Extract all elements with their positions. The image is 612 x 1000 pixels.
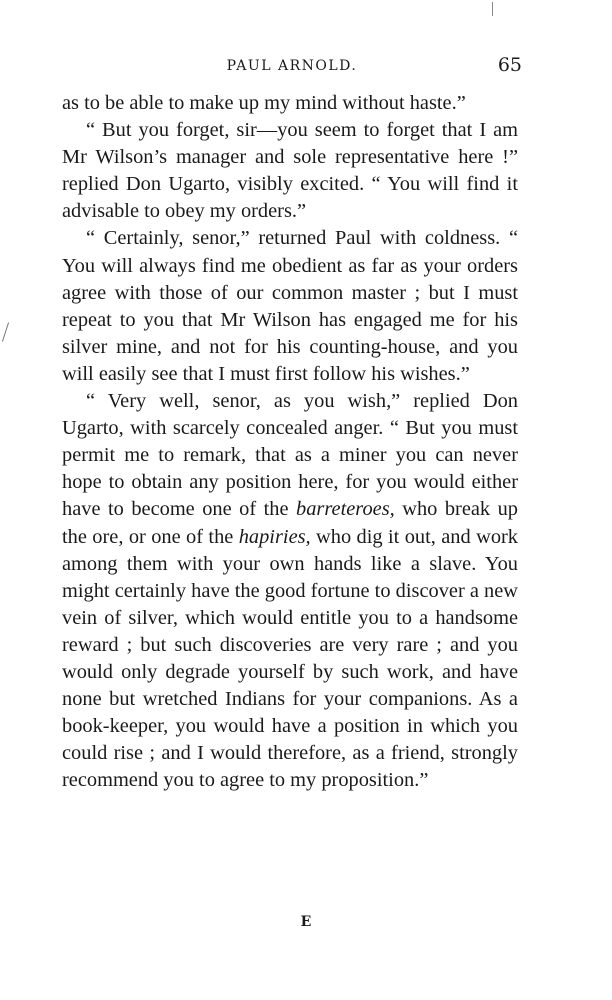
paragraph-1 xyxy=(62,90,518,117)
italic-term-barreteroes: barreteroes, xyxy=(296,498,395,521)
paragraph-segment: “ Very well, senor, as you wish,” replied Don Ugarto, with scarcely concealed anger. “ But you must permit me to remark, that as a miner you can never hope to obtain any position here, for you would either have to become one of the xyxy=(62,390,518,521)
italic-term-hapiries: hapiries, xyxy=(238,525,311,548)
margin-pencil-mark xyxy=(2,322,9,341)
signature-mark: E xyxy=(300,914,312,930)
paragraph-4 xyxy=(62,388,518,794)
page-number: 65 xyxy=(497,54,522,76)
paragraph-3 xyxy=(62,225,518,388)
page-header xyxy=(62,54,522,78)
paragraph-segment: “ But you forget, sir—you seem to forget that I am Mr Wilson’s manager and sole representative here !” replied Don Ugarto, visibly excited. “ You will find it advisable to obey my orders.” xyxy=(62,119,518,223)
paragraph-segment: who dig it out, and work among them with your own hands like a slave. You might certainly have the good fortune to discover a new vein of silver, which would entitle you to a handsome reward ; but such discoveries are very rare ; and you would only degrade yourself by such work, and have none but wretched Indians for your companions. As a book-keeper, you would have a position in which you could rise ; and I would therefore, as a friend, strongly recommend you to agree to my proposition.” xyxy=(62,525,518,792)
paragraph-segment: who break up the ore, or one of the xyxy=(62,498,518,548)
corner-ink-mark xyxy=(492,2,493,16)
paragraph-2 xyxy=(62,117,518,225)
paragraph-segment: “ Certainly, senor,” returned Paul with coldness. “ You will always find me obedient as far as your orders agree with those of our common master ; but I must repeat to you that Mr Wilson has engaged me for his silver mine, and not for his counting-house, and you will easily see that I must first follow his wishes.” xyxy=(62,227,518,385)
body-text xyxy=(62,90,518,794)
running-title: PAUL ARNOLD. xyxy=(226,58,358,74)
paragraph-segment: as to be able to make up my mind without haste.” xyxy=(62,92,466,114)
